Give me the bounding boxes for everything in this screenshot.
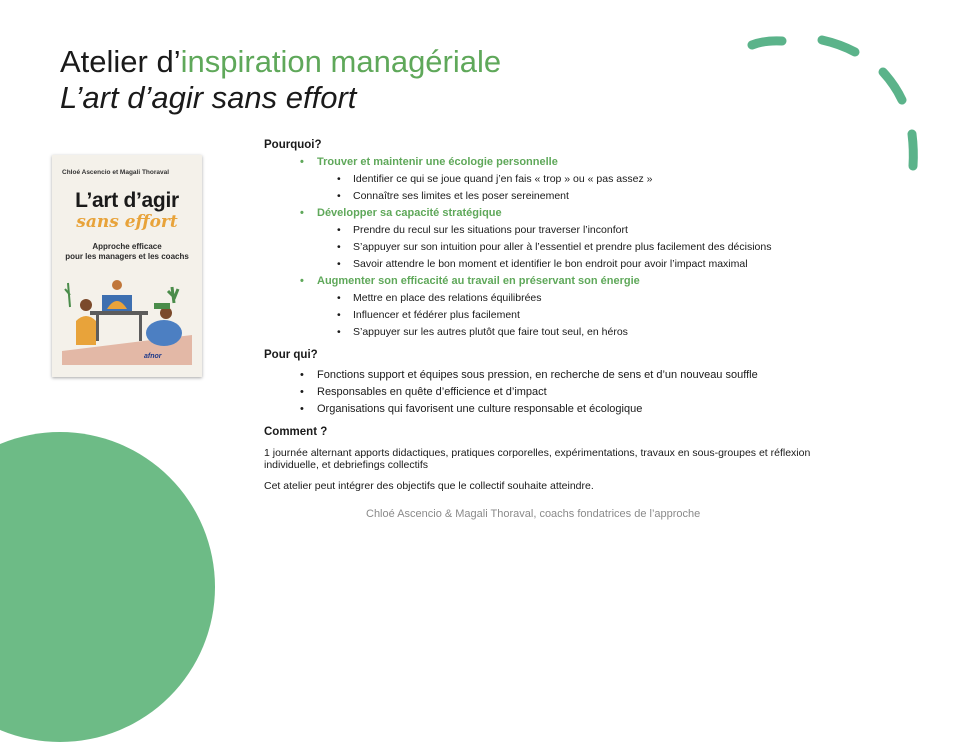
sub-bullet: • Prendre du recul sur les situations pour traverser l’inconfort bbox=[264, 222, 864, 239]
section-heading-pourquoi: Pourquoi? bbox=[264, 139, 322, 151]
title-accent: inspiration managériale bbox=[180, 44, 502, 79]
sub-bullet: • Identifier ce qui se joue quand j’en fais « trop » ou « pas assez » bbox=[264, 171, 864, 188]
arc-dash bbox=[912, 134, 913, 166]
objective-item: • Trouver et maintenir une écologie personnelle bbox=[264, 154, 864, 171]
decorative-circle bbox=[0, 432, 215, 742]
slide-subtitle: L’art d’agir sans effort bbox=[60, 80, 357, 115]
book-description-line: pour les managers et les coachs bbox=[65, 252, 189, 261]
book-description bbox=[52, 242, 202, 262]
sub-bullet: • S’appuyer sur les autres plutôt que faire tout seul, en héros bbox=[264, 324, 864, 341]
publisher-logo: afnor bbox=[144, 353, 162, 360]
arc-dash bbox=[752, 41, 782, 45]
section-heading-comment: Comment ? bbox=[264, 426, 328, 438]
sub-bullet: • S’appuyer sur son intuition pour aller à l’essentiel et prendre plus facilement des décisions bbox=[264, 239, 864, 256]
audience-item: • Organisations qui favorisent une culture responsable et écologique bbox=[264, 401, 864, 418]
book-description-line: Approche efficace bbox=[92, 242, 162, 251]
sub-bullet: • Connaître ses limites et les poser sereinement bbox=[264, 188, 864, 205]
sub-bullet: • Savoir attendre le bon moment et identifier le bon endroit pour avoir l’impact maximal bbox=[264, 256, 864, 273]
book-illustration bbox=[62, 273, 192, 365]
slide-title bbox=[60, 44, 501, 80]
title-prefix: Atelier d’ bbox=[60, 44, 181, 79]
arc-dash bbox=[822, 40, 855, 52]
book-subtitle: sans effort bbox=[76, 212, 178, 232]
audience-item: • Responsables en quête d’efficience et d’impact bbox=[264, 384, 864, 401]
comment-paragraph: Cet atelier peut intégrer des objectifs que le collectif souhaite atteindre. bbox=[264, 480, 594, 492]
section-heading-pour-qui: Pour qui? bbox=[264, 349, 318, 361]
objective-item: • Augmenter son efficacité au travail en préservant son énergie bbox=[264, 273, 864, 290]
book-authors: Chloé Ascencio et Magali Thoraval bbox=[62, 169, 170, 176]
book-cover bbox=[52, 155, 202, 377]
arc-dash bbox=[883, 72, 902, 100]
book-title: L’art d’agir bbox=[75, 189, 179, 212]
main-content bbox=[264, 137, 864, 492]
sub-bullet: • Mettre en place des relations équilibrées bbox=[264, 290, 864, 307]
objective-item: • Développer sa capacité stratégique bbox=[264, 205, 864, 222]
audience-item: • Fonctions support et équipes sous pression, en recherche de sens et d’un nouveau souffle bbox=[264, 367, 864, 384]
footer-credits: Chloé Ascencio & Magali Thoraval, coachs fondatrices de l’approche bbox=[366, 508, 701, 520]
sub-bullet: • Influencer et fédérer plus facilement bbox=[264, 307, 864, 324]
comment-paragraph: 1 journée alternant apports didactiques, pratiques corporelles, expérimentations, travaux en sous-groupes et réflexion individuelle, et debriefings collectifs bbox=[264, 447, 811, 471]
